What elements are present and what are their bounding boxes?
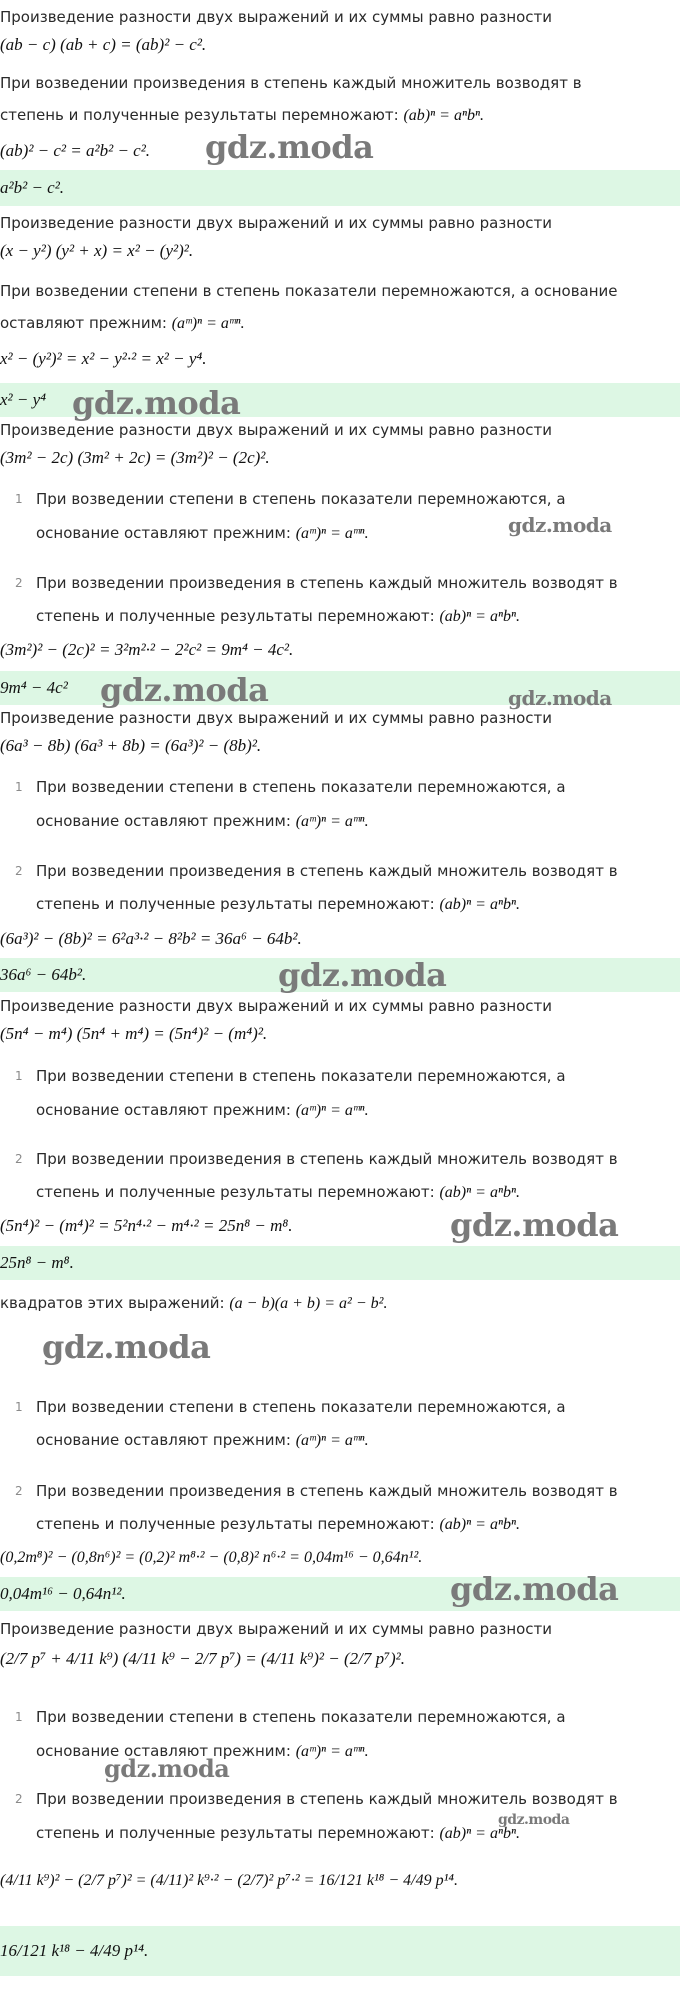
item-number: 1 [15,780,23,794]
watermark: gdz.moda [42,1328,211,1366]
watermark: gdz.moda [104,1754,230,1783]
rule-text: основание оставляют прежним: [36,1742,296,1760]
rule-formula: (aᵐ)ⁿ = aᵐⁿ. [295,1432,369,1449]
rule-text-line [36,810,369,833]
answer: 25n⁸ − m⁸. [0,1253,74,1272]
item-number: 2 [15,864,23,878]
formula: (6a³ − 8b) (6a³ + 8b) = (6a³)² − (8b)². [0,736,262,755]
rule-text: При возведении произведения в степень каждый множитель возводят в [0,74,582,92]
formula: (3m² − 2c) (3m² + 2c) = (3m²)² − (2c)². [0,448,270,467]
answer: x² − y⁴ [0,390,47,409]
item-number: 1 [15,492,23,506]
intro-text: Произведение разности двух выражений и их суммы равно разности [0,421,553,439]
answer: 36a⁶ − 64b². [0,965,87,984]
rule-text: основание оставляют прежним: [36,1431,296,1449]
rule-text-line [36,605,520,628]
answer: 9m⁴ − 4c² [0,678,68,697]
rule-formula: (aᵐ)ⁿ = aᵐⁿ. [295,525,369,542]
formula: (x − y²) (y² + x) = x² − (y²)². [0,241,194,260]
watermark: gdz.moda [205,128,374,166]
intro-text: Произведение разности двух выражений и их суммы равно разности [0,8,553,26]
rule-text: степень и полученные результаты перемножают: [36,607,440,625]
rule-text: При возведении произведения в степень каждый множитель возводят в [36,1150,618,1168]
rule-text-line [0,312,245,335]
rule-formula: (ab)ⁿ = aⁿbⁿ. [439,1184,521,1201]
rule-formula: (ab)ⁿ = aⁿbⁿ. [439,1516,521,1533]
intro-formula: (a − b)(a + b) = a² − b². [229,1295,388,1312]
work-formula: (ab)² − c² = a²b² − c². [0,141,151,160]
watermark: gdz.moda [498,1812,570,1828]
answer: a²b² − c². [0,178,65,197]
rule-formula: (aᵐ)ⁿ = aᵐⁿ. [295,1743,369,1760]
answer-band [0,1246,680,1280]
intro-text: Произведение разности двух выражений и их суммы равно разности [0,997,553,1015]
rule-formula: (ab)ⁿ = aⁿbⁿ. [439,896,521,913]
work-formula: (3m²)² − (2c)² = 3²m²·² − 2²c² = 9m⁴ − 4c². [0,640,294,659]
rule-formula: (ab)ⁿ = aⁿbⁿ. [439,608,521,625]
work-formula: (4/11 k⁹)² − (2/7 p⁷)² = (4/11)² k⁹·² − (2/7)² p⁷·² = 16/121 k¹⁸ − 4/49 p¹⁴. [0,1872,458,1889]
work-formula: (5n⁴)² − (m⁴)² = 5²n⁴·² − m⁴·² = 25n⁸ − m⁸. [0,1216,293,1235]
rule-text-line [36,522,369,545]
rule-text: При возведении степени в степень показатели перемножаются, а [36,1708,566,1726]
item-number: 2 [15,1484,23,1498]
rule-text-line [36,1181,520,1204]
intro-text: Произведение разности двух выражений и их суммы равно разности [0,214,553,232]
work-formula: (0,2m⁸)² − (0,8n⁶)² = (0,2)² m⁸·² − (0,8)² n⁶·² = 0,04m¹⁶ − 0,64n¹². [0,1549,423,1566]
rule-text: При возведении произведения в степень каждый множитель возводят в [36,1790,618,1808]
intro-text: Произведение разности двух выражений и их суммы равно разности [0,709,553,727]
rule-text: основание оставляют прежним: [36,524,296,542]
rule-text: При возведении произведения в степень каждый множитель возводят в [36,574,618,592]
rule-text: При возведении произведения в степень каждый множитель возводят в [36,1482,618,1500]
formula: (2/7 p⁷ + 4/11 k⁹) (4/11 k⁹ − 2/7 p⁷) = (4/11 k⁹)² − (2/7 p⁷)². [0,1649,406,1668]
formula: (ab − c) (ab + c) = (ab)² − c². [0,35,207,54]
item-number: 1 [15,1069,23,1083]
watermark: gdz.moda [278,956,447,994]
rule-text: При возведении степени в степень показатели перемножаются, а [36,778,566,796]
watermark: gdz.moda [72,384,241,422]
rule-text: степень и полученные результаты перемножают: [36,1515,440,1533]
intro-text: Произведение разности двух выражений и их суммы равно разности [0,1620,553,1638]
rule-text: При возведении степени в степень показатели перемножаются, а [36,490,566,508]
item-number: 2 [15,1152,23,1166]
rule-text: оставляют прежним: [0,314,172,332]
rule-text: основание оставляют прежним: [36,1101,296,1119]
rule-formula: (aᵐ)ⁿ = aᵐⁿ. [171,315,245,332]
item-number: 1 [15,1400,23,1414]
rule-text-line [36,1513,520,1536]
intro-text-line [0,1292,387,1315]
formula: (5n⁴ − m⁴) (5n⁴ + m⁴) = (5n⁴)² − (m⁴)². [0,1024,268,1043]
rule-text: степень и полученные результаты перемножают: [0,106,404,124]
watermark: gdz.moda [100,671,269,709]
watermark: gdz.moda [508,513,612,537]
rule-text: степень и полученные результаты перемножают: [36,1824,440,1842]
answer-band [0,170,680,206]
watermark: gdz.moda [450,1206,619,1244]
rule-text-line [0,104,484,127]
rule-formula: (ab)ⁿ = aⁿbⁿ. [439,1825,521,1842]
intro-text: квадратов этих выражений: [0,1294,230,1312]
rule-text-line [36,1099,369,1122]
rule-text-line [36,1429,369,1452]
answer: 0,04m¹⁶ − 0,64n¹². [0,1584,126,1603]
rule-formula: (aᵐ)ⁿ = aᵐⁿ. [295,813,369,830]
rule-text: При возведении произведения в степень каждый множитель возводят в [36,862,618,880]
rule-formula: (ab)ⁿ = aⁿbⁿ. [403,107,485,124]
item-number: 1 [15,1710,23,1724]
rule-text: основание оставляют прежним: [36,812,296,830]
rule-text-line [36,893,520,916]
answer: 16/121 k¹⁸ − 4/49 p¹⁴. [0,1941,149,1960]
rule-text: степень и полученные результаты перемножают: [36,1183,440,1201]
work-formula: (6a³)² − (8b)² = 6²a³·² − 8²b² = 36a⁶ − 64b². [0,929,302,948]
item-number: 2 [15,1792,23,1806]
rule-text-line [36,1822,520,1845]
rule-text: При возведении степени в степень показатели перемножаются, а основание [0,282,618,300]
work-formula: x² − (y²)² = x² − y²·² = x² − y⁴. [0,349,207,368]
watermark: gdz.moda [508,686,612,710]
rule-text: степень и полученные результаты перемножают: [36,895,440,913]
rule-text: При возведении степени в степень показатели перемножаются, а [36,1067,566,1085]
rule-formula: (aᵐ)ⁿ = aᵐⁿ. [295,1102,369,1119]
item-number: 2 [15,576,23,590]
rule-text: При возведении степени в степень показатели перемножаются, а [36,1398,566,1416]
watermark: gdz.moda [450,1570,619,1608]
